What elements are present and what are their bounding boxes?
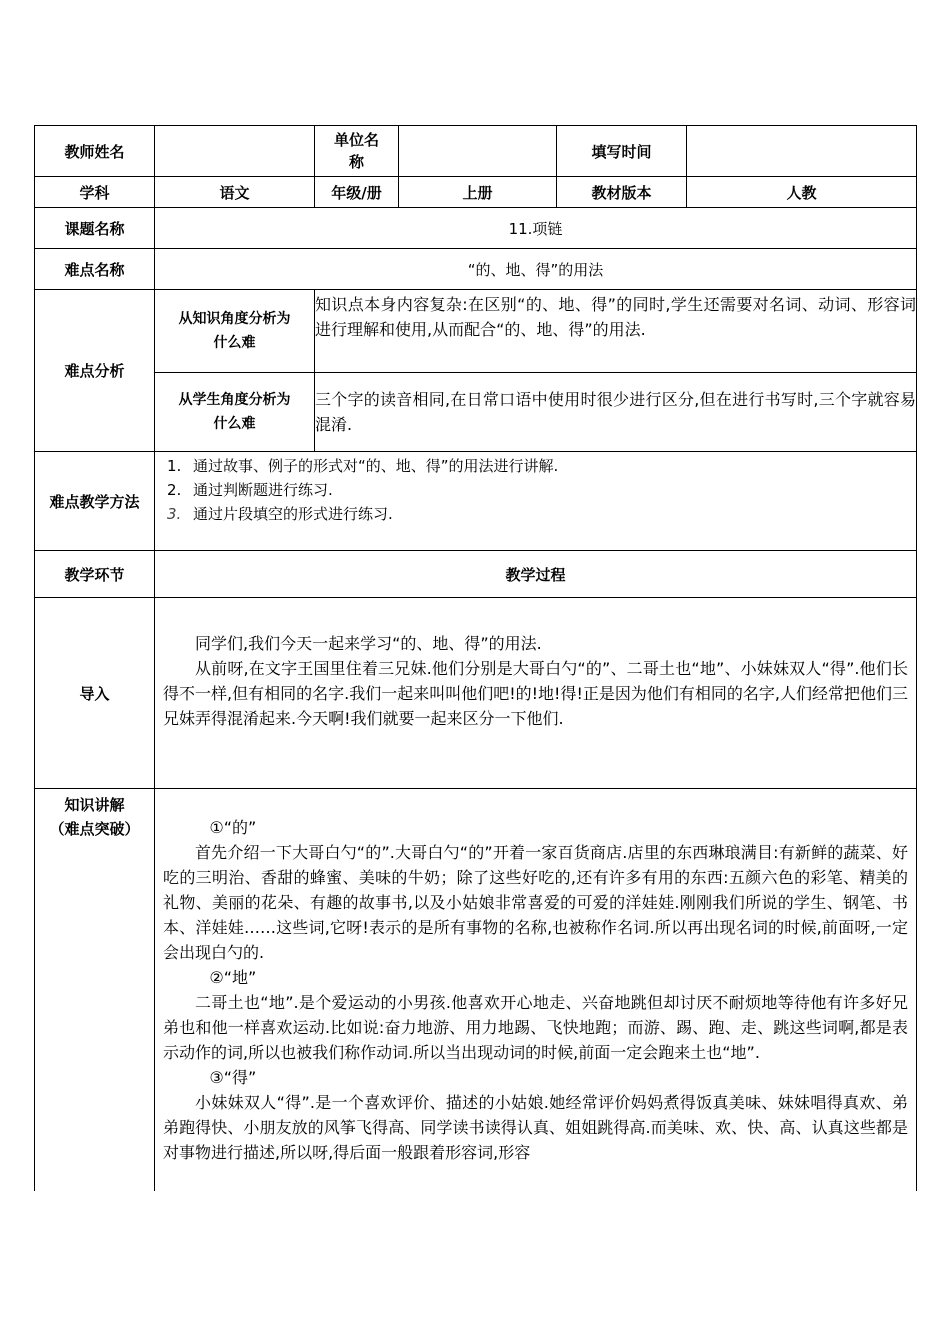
grade-label: 年级/册: [315, 177, 399, 208]
method-item-text: 通过判断题进行练习.: [193, 481, 333, 499]
knowledge-paragraph-dei: 小妹妹双人“得”.是一个喜欢评价、描述的小姑娘.她经常评价妈妈煮得饭真美味、妹妹唱得真欢、弟弟跑得快、小朋友放的风筝飞得高、同学读书读得认真、姐姐跳得高.而美味、欢、快、高、认真这些都是对事物进行描述,所以呀,得后面一般跟着形容词,形容: [163, 1093, 908, 1162]
edition-label: 教材版本: [557, 177, 687, 208]
method-item-number: 1.: [167, 457, 182, 475]
knowledge-text: [155, 789, 916, 1187]
knowledge-angle-text: 知识点本身内容复杂:在区别“的、地、得”的同时,学生还需要对名词、动词、形容词进行理解和使用,从而配合“的、地、得”的用法.: [315, 290, 917, 373]
grade-value: 上册: [399, 177, 557, 208]
intro-content: [155, 598, 917, 789]
student-angle-label-line2: 什么难: [213, 416, 256, 432]
subject-row: [35, 177, 917, 208]
list-item: [167, 502, 916, 526]
intro-paragraph-2: 从前呀,在文字王国里住着三兄妹.他们分别是大哥白勺“的”、二哥土也“地”、小妹妹双人“得”.他们长得不一样,但有相同的名字.我们一起来叫叫他们吧!的!地!得!正是因为他们有相同的名字,人们经常把他们三兄妹弄得混淆起来.今天啊!我们就要一起来区分一下他们.: [163, 659, 908, 728]
subject-label: 学科: [35, 177, 155, 208]
list-item: [167, 478, 916, 502]
list-item: [167, 454, 916, 478]
method-row: [35, 452, 917, 551]
intro-text: [155, 598, 916, 731]
intro-paragraph-1: 同学们,我们今天一起来学习“的、地、得”的用法.: [195, 634, 542, 653]
intro-row: [35, 598, 917, 789]
knowledge-heading-di: ②“地”: [209, 968, 257, 987]
teacher-name-value[interactable]: [155, 126, 315, 177]
teacher-row: [35, 126, 917, 177]
fill-date-value[interactable]: [687, 126, 917, 177]
unit-name-value[interactable]: [399, 126, 557, 177]
method-content: [155, 452, 917, 551]
topic-label: 课题名称: [35, 208, 155, 249]
method-item-number: 3.: [167, 505, 182, 523]
method-item-text: 通过片段填空的形式进行练习.: [193, 505, 393, 523]
difficulty-row: [35, 249, 917, 290]
subject-value: 语文: [155, 177, 315, 208]
knowledge-heading-dei: ③“得”: [209, 1068, 257, 1087]
method-item-number: 2.: [167, 481, 182, 499]
unit-name-label-text: 单位名称: [333, 131, 379, 171]
method-label: 难点教学方法: [35, 452, 155, 551]
topic-row: [35, 208, 917, 249]
method-item-text: 通过故事、例子的形式对“的、地、得”的用法进行讲解.: [193, 457, 559, 475]
method-list: [155, 454, 916, 526]
analysis-label: 难点分析: [35, 290, 155, 452]
knowledge-angle-label: [155, 290, 315, 373]
teacher-name-label: 教师姓名: [35, 126, 155, 177]
analysis-student-row: [35, 373, 917, 452]
fill-date-label: 填写时间: [557, 126, 687, 177]
knowledge-label-line2: （难点突破）: [49, 820, 140, 838]
student-angle-label-line1: 从学生角度分析为: [178, 392, 291, 408]
lesson-plan-table: [34, 125, 917, 1191]
knowledge-label: [35, 789, 155, 1192]
knowledge-paragraph-di: 二哥土也“地”.是个爱运动的小男孩.他喜欢开心地走、兴奋地跳但却讨厌不耐烦地等待他有许多好兄弟也和他一样喜欢运动.比如说:奋力地游、用力地踢、飞快地跑；而游、踢、跑、走、跳这些词啊,都是表示动作的词,所以也被我们称作动词.所以当出现动词的时候,前面一定会跑来土也“地”.: [163, 993, 908, 1062]
edition-value: 人教: [687, 177, 917, 208]
phase-header-row: [35, 551, 917, 598]
difficulty-value: “的、地、得”的用法: [155, 249, 917, 290]
intro-label: 导入: [35, 598, 155, 789]
knowledge-angle-label-line2: 什么难: [213, 335, 256, 351]
difficulty-label: 难点名称: [35, 249, 155, 290]
analysis-knowledge-row: [35, 290, 917, 373]
knowledge-content: [155, 789, 917, 1192]
knowledge-angle-label-line1: 从知识角度分析为: [178, 311, 291, 327]
knowledge-label-line1: 知识讲解: [64, 796, 125, 814]
phase-label: 教学环节: [35, 551, 155, 598]
knowledge-row: [35, 789, 917, 1192]
unit-name-label: [315, 126, 399, 177]
knowledge-paragraph-de: 首先介绍一下大哥白勺“的”.大哥白勺“的”开着一家百货商店.店里的东西琳琅满目:有新鲜的蔬菜、好吃的三明治、香甜的蜂蜜、美味的牛奶；除了这些好吃的,还有许多有用的东西:五颜六色的彩笔、精美的礼物、美丽的花朵、有趣的故事书,以及小姑娘非常喜爱的可爱的洋娃娃.刚刚我们所说的学生、钢笔、书本、洋娃娃……这些词,它呀!表示的是所有事物的名称,也被称作名词.所以再出现名词的时候,前面呀,一定会出现白勺的.: [163, 843, 908, 962]
topic-value: 11.项链: [155, 208, 917, 249]
student-angle-label: [155, 373, 315, 452]
knowledge-heading-de: ①“的”: [209, 818, 257, 837]
student-angle-text: 三个字的读音相同,在日常口语中使用时很少进行区分,但在进行书写时,三个字就容易混淆.: [315, 373, 917, 452]
process-label: 教学过程: [155, 551, 917, 598]
